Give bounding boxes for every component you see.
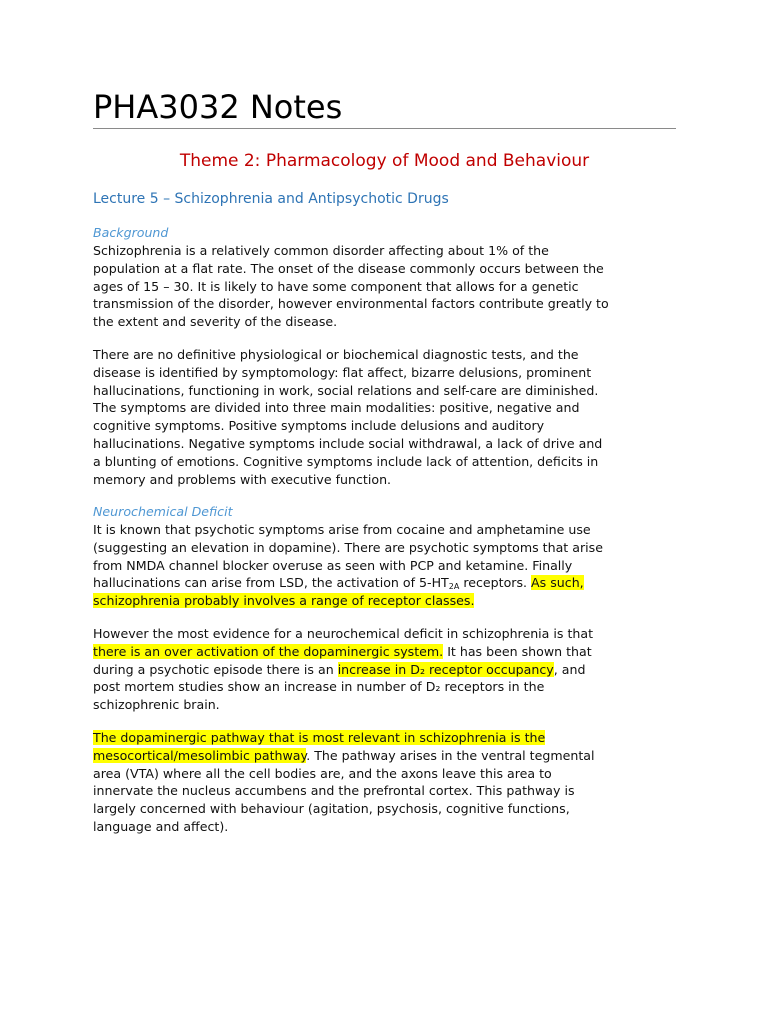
text-line: disease is identified by symptomology: flat affect, bizarre delusions, prominent <box>93 364 592 380</box>
text-line: ages of 15 – 30. It is likely to have some component that allows for a genetic <box>93 278 579 294</box>
text-run: , and <box>553 661 586 677</box>
text-line: the extent and severity of the disease. <box>93 314 338 330</box>
text-line: post mortem studies show an increase in number of D₂ receptors in the <box>93 679 545 695</box>
text-line: hallucinations. Negative symptoms include social withdrawal, a lack of drive and <box>93 435 603 451</box>
text-run: receptors. <box>459 575 532 591</box>
text-line: innervate the nucleus accumbens and the prefrontal cortex. This pathway is <box>93 783 575 799</box>
text-line: a blunting of emotions. Cognitive symptoms include lack of attention, deficits in <box>93 453 599 469</box>
text-line: (suggesting an elevation in dopamine). There are psychotic symptoms that arise <box>93 539 603 555</box>
neurochemical-deficit-heading: Neurochemical Deficit <box>93 504 233 519</box>
text-line: language and affect). <box>93 818 229 834</box>
background-heading: Background <box>93 225 169 240</box>
highlighted-text: schizophrenia probably involves a range of receptor classes. <box>93 593 475 609</box>
neurochemical-paragraph-3 <box>93 729 683 836</box>
text-line: It is known that psychotic symptoms arise from cocaine and amphetamine use <box>93 522 591 537</box>
neurochemical-paragraph-2 <box>93 625 683 714</box>
text-line: transmission of the disorder, however environmental factors contribute greatly to <box>93 296 609 312</box>
text-line: However the most evidence for a neurochemical deficit in schizophrenia is that <box>93 626 594 641</box>
highlighted-text: The dopaminergic pathway that is most relevant in schizophrenia is the <box>93 730 546 745</box>
text-line: hallucinations, functioning in work, social relations and self-care are diminished. <box>93 382 599 398</box>
text-line: from NMDA channel blocker overuse as seen with PCP and ketamine. Finally <box>93 557 573 573</box>
text-run: It has been shown that <box>443 643 592 659</box>
highlighted-text: mesocortical/mesolimbic pathway <box>93 747 307 763</box>
background-paragraph-2 <box>93 346 683 488</box>
text-line <box>93 729 683 747</box>
text-line <box>93 643 683 661</box>
background-paragraph-1 <box>93 242 683 331</box>
text-line: population at a flat rate. The onset of the disease commonly occurs between the <box>93 260 604 276</box>
text-line: Schizophrenia is a relatively common disorder affecting about 1% of the <box>93 243 549 258</box>
text-line: schizophrenic brain. <box>93 697 220 713</box>
text-run: . The pathway arises in the ventral tegmental <box>306 747 595 763</box>
subscript-2a: 2A <box>448 582 460 592</box>
text-line: The symptoms are divided into three main modalities: positive, negative and <box>93 400 580 416</box>
text-line <box>93 574 683 592</box>
lecture-heading: Lecture 5 – Schizophrenia and Antipsychotic Drugs <box>93 191 449 207</box>
text-run: during a psychotic episode there is an <box>93 661 338 677</box>
text-line: cognitive symptoms. Positive symptoms include delusions and auditory <box>93 418 545 434</box>
highlighted-text: there is an over activation of the dopaminergic system. <box>93 643 444 659</box>
title-underline-divider <box>93 128 676 129</box>
text-line <box>93 592 683 610</box>
theme-heading: Theme 2: Pharmacology of Mood and Behaviour <box>179 151 590 171</box>
highlighted-text: increase in D₂ receptor occupancy <box>337 661 554 677</box>
neurochemical-paragraph-1 <box>93 521 683 610</box>
text-run: hallucinations can arise from LSD, the activation of 5-HT <box>93 575 449 591</box>
text-line: memory and problems with executive function. <box>93 471 392 487</box>
text-line: largely concerned with behaviour (agitation, psychosis, cognitive functions, <box>93 801 570 817</box>
text-line: There are no definitive physiological or biochemical diagnostic tests, and the <box>93 347 579 362</box>
text-line <box>93 747 683 765</box>
text-line: area (VTA) where all the cell bodies are, and the axons leave this area to <box>93 765 552 781</box>
text-line <box>93 661 683 679</box>
highlighted-text: As such, <box>531 575 584 591</box>
document-title: PHA3032 Notes <box>93 88 343 126</box>
